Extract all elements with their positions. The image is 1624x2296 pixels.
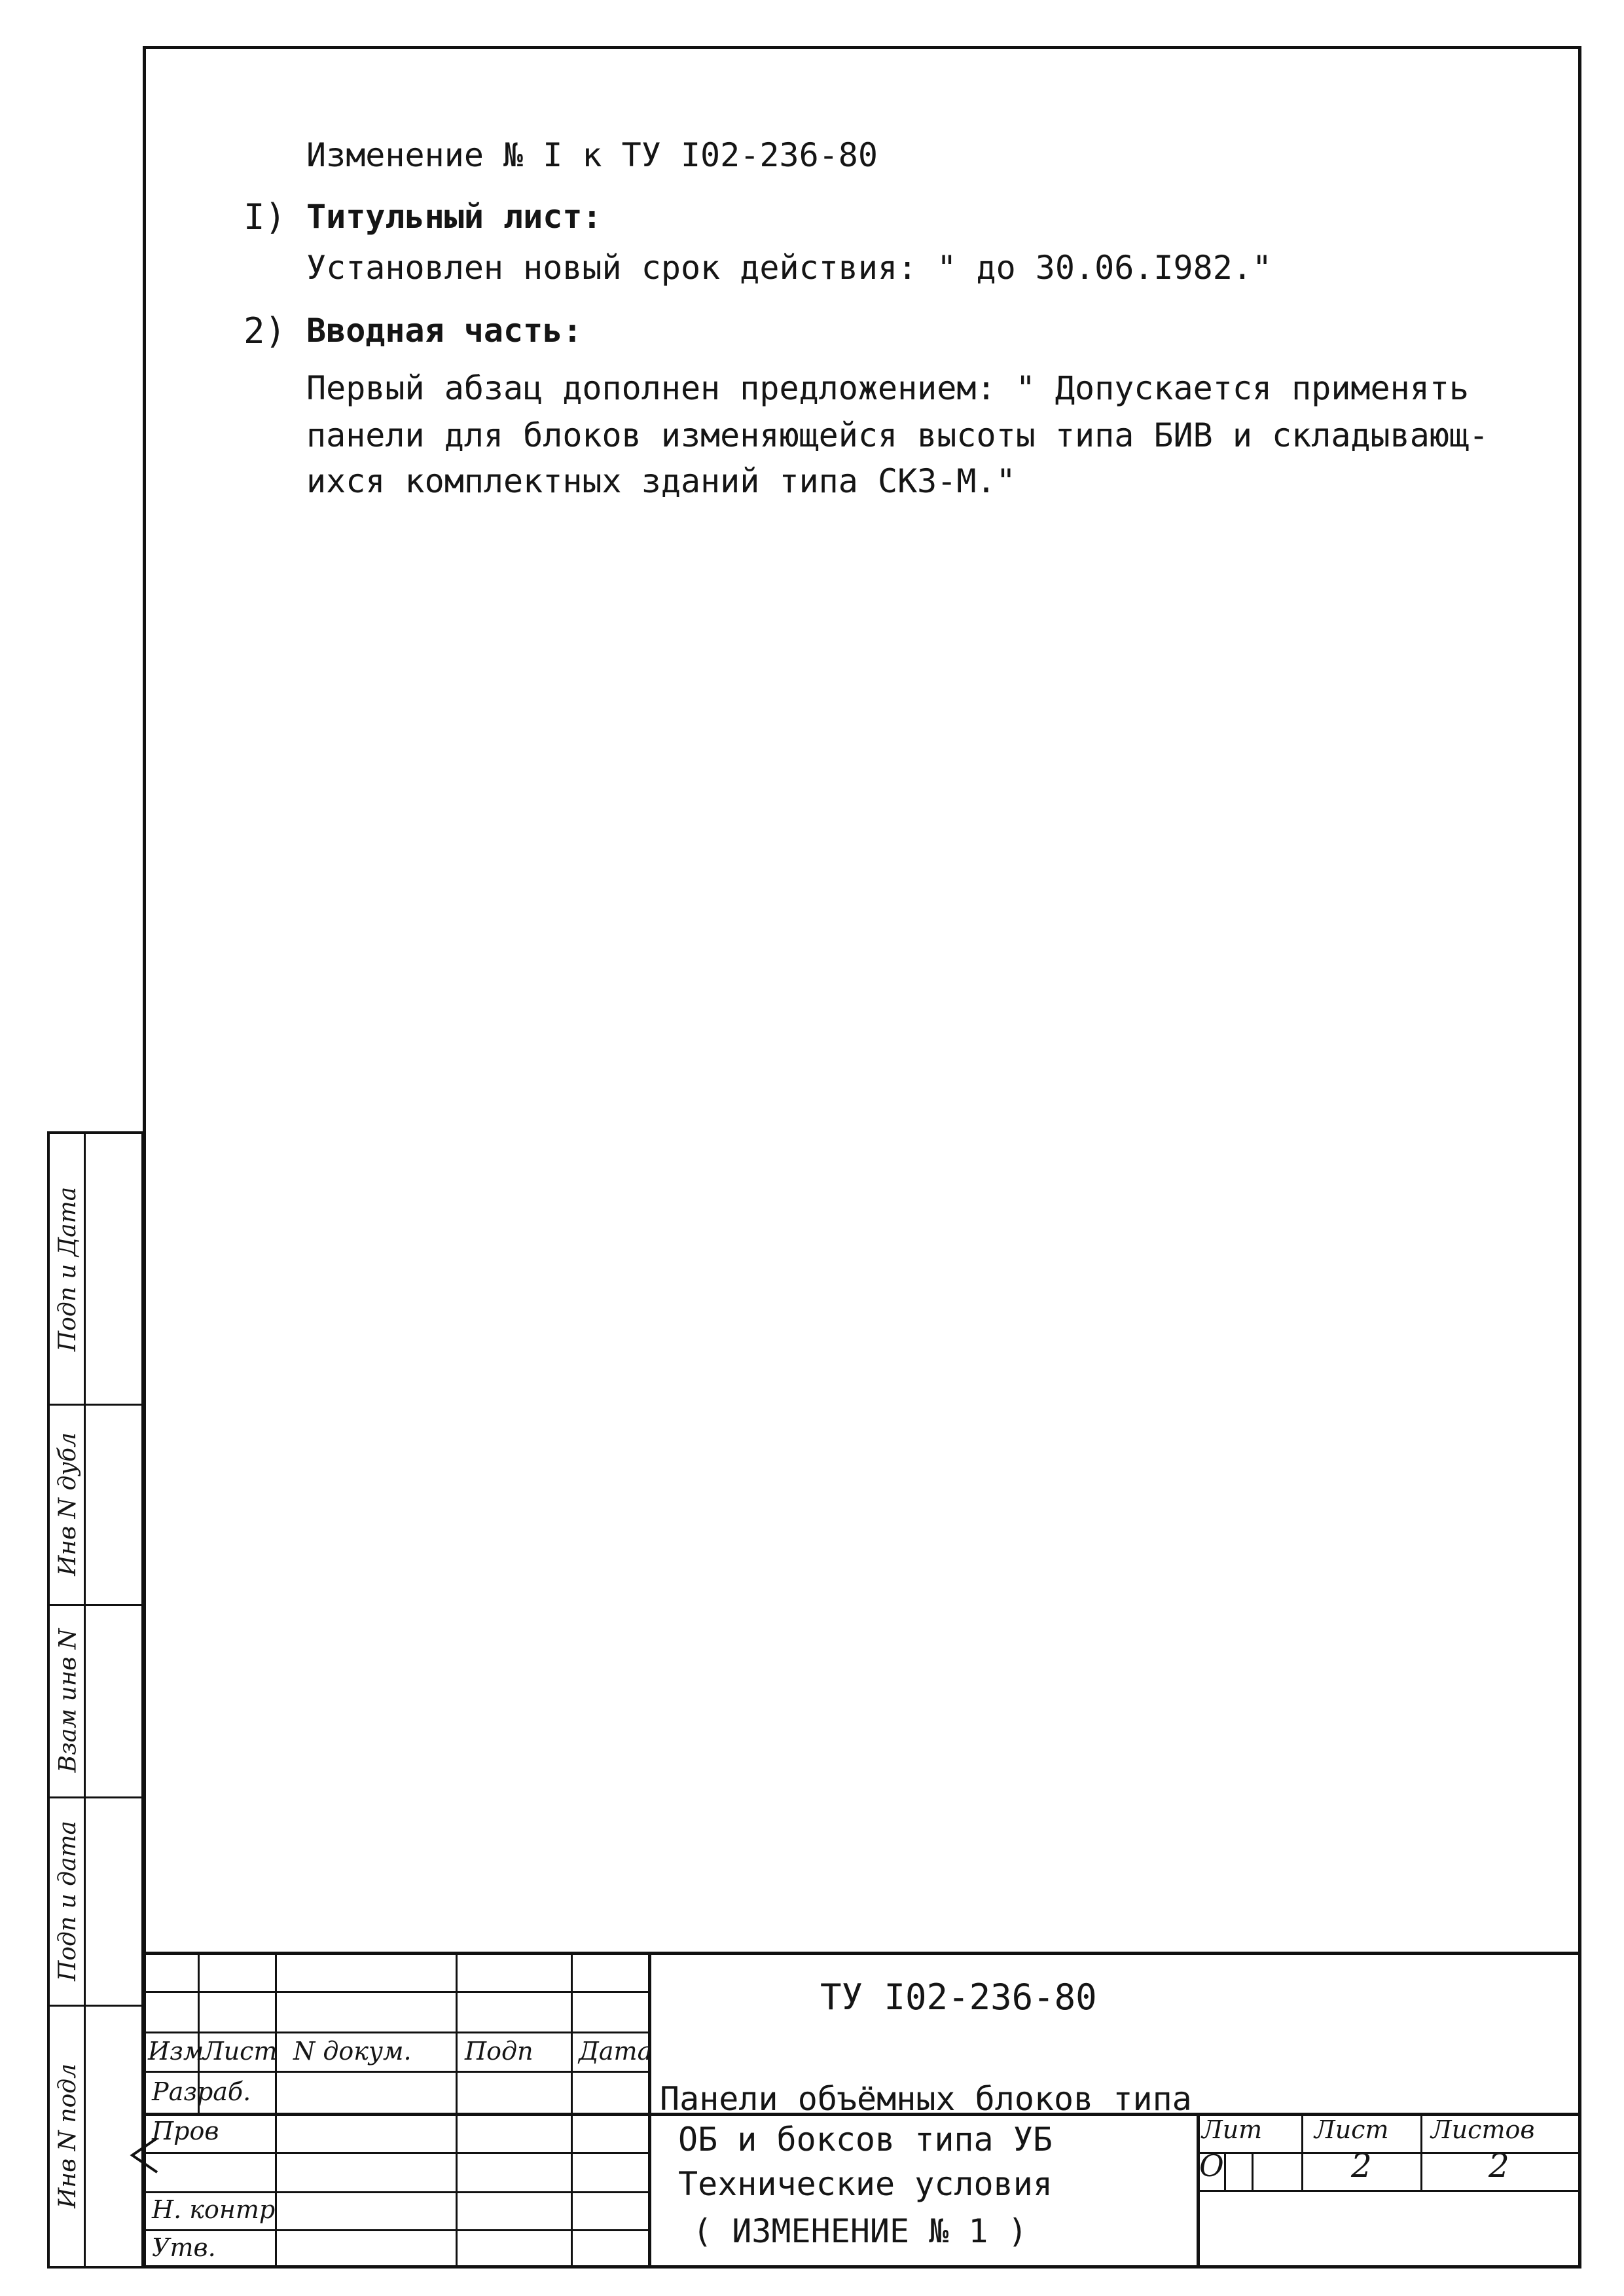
stamp-label-dup-inv: Инв N дубл xyxy=(54,1432,82,1576)
tb-line xyxy=(456,1952,458,2269)
tb-line xyxy=(1224,2152,1226,2190)
tb-line xyxy=(571,1952,573,2269)
item-2-line-1: Первый абзац дополнен предложением: " Допускается применять xyxy=(306,369,1470,407)
tb-line xyxy=(143,1952,1581,1955)
tb-line xyxy=(648,1952,651,2269)
item-2-line-2: панели для блоков изменяющейся высоты типа БИВ и складывающ- xyxy=(306,416,1489,454)
sheet-value: 2 xyxy=(1351,2147,1372,2185)
header-change: Изм xyxy=(148,2037,204,2066)
item-1-line-1: Установлен новый срок действия: " до 30.06.I982." xyxy=(306,249,1272,287)
tb-line xyxy=(1252,2152,1254,2190)
tb-line xyxy=(1420,2113,1422,2190)
header-sheet: Лист xyxy=(203,2037,278,2066)
tb-line xyxy=(1197,2190,1581,2192)
stamp-label-sign-date: Подп и Дата xyxy=(54,1186,82,1351)
title-block xyxy=(143,1952,1581,2269)
triangle-mark-icon xyxy=(128,2136,161,2175)
role-norm-control: Н. контр xyxy=(152,2195,276,2224)
left-stamp-divider xyxy=(84,1134,86,2266)
sheets-value: 2 xyxy=(1489,2147,1509,2185)
title-name-line-3: Технические условия xyxy=(678,2165,1053,2203)
header-date: Дата xyxy=(579,2037,653,2066)
item-2-number: 2) xyxy=(244,310,287,352)
sheet-label: Лист xyxy=(1314,2115,1389,2144)
stamp-label-orig-inv: Инв N подл xyxy=(54,2063,82,2208)
title-name-line-2: ОБ и боксов типа УБ xyxy=(678,2121,1053,2159)
stamp-label-replace-inv: Взам инв N xyxy=(54,1628,82,1772)
item-2-line-3: ихся комплектных зданий типа СКЗ-М." xyxy=(306,462,1016,500)
stamp-label-sign-date-2: Подп и дата xyxy=(54,1820,82,1981)
role-checker: Пров xyxy=(152,2117,219,2145)
item-1-heading: Титульный лист: xyxy=(306,198,602,236)
title-name-line-4: ( ИЗМЕНЕНИЕ № 1 ) xyxy=(693,2212,1028,2250)
sheets-label: Листов xyxy=(1431,2115,1535,2144)
left-stamp xyxy=(47,1131,144,2269)
lit-value: О xyxy=(1199,2148,1224,2183)
role-approved: Утв. xyxy=(152,2233,216,2262)
title-block-code: ТУ I02-236-80 xyxy=(820,1977,1097,2018)
title-name-line-1: Панели объёмных блоков типа xyxy=(660,2080,1192,2118)
lit-label: Лит xyxy=(1202,2115,1263,2144)
item-2-heading: Вводная часть: xyxy=(306,312,583,350)
tb-line xyxy=(1197,2152,1581,2154)
header-doc-number: N докум. xyxy=(293,2037,412,2066)
item-1-number: I) xyxy=(244,196,287,238)
tb-line xyxy=(1301,2113,1303,2190)
role-developer: Разраб. xyxy=(152,2077,251,2106)
header-signature: Подп xyxy=(465,2037,533,2066)
document-title: Изменение № I к ТУ I02-236-80 xyxy=(306,136,878,174)
tb-line xyxy=(275,1952,277,2269)
